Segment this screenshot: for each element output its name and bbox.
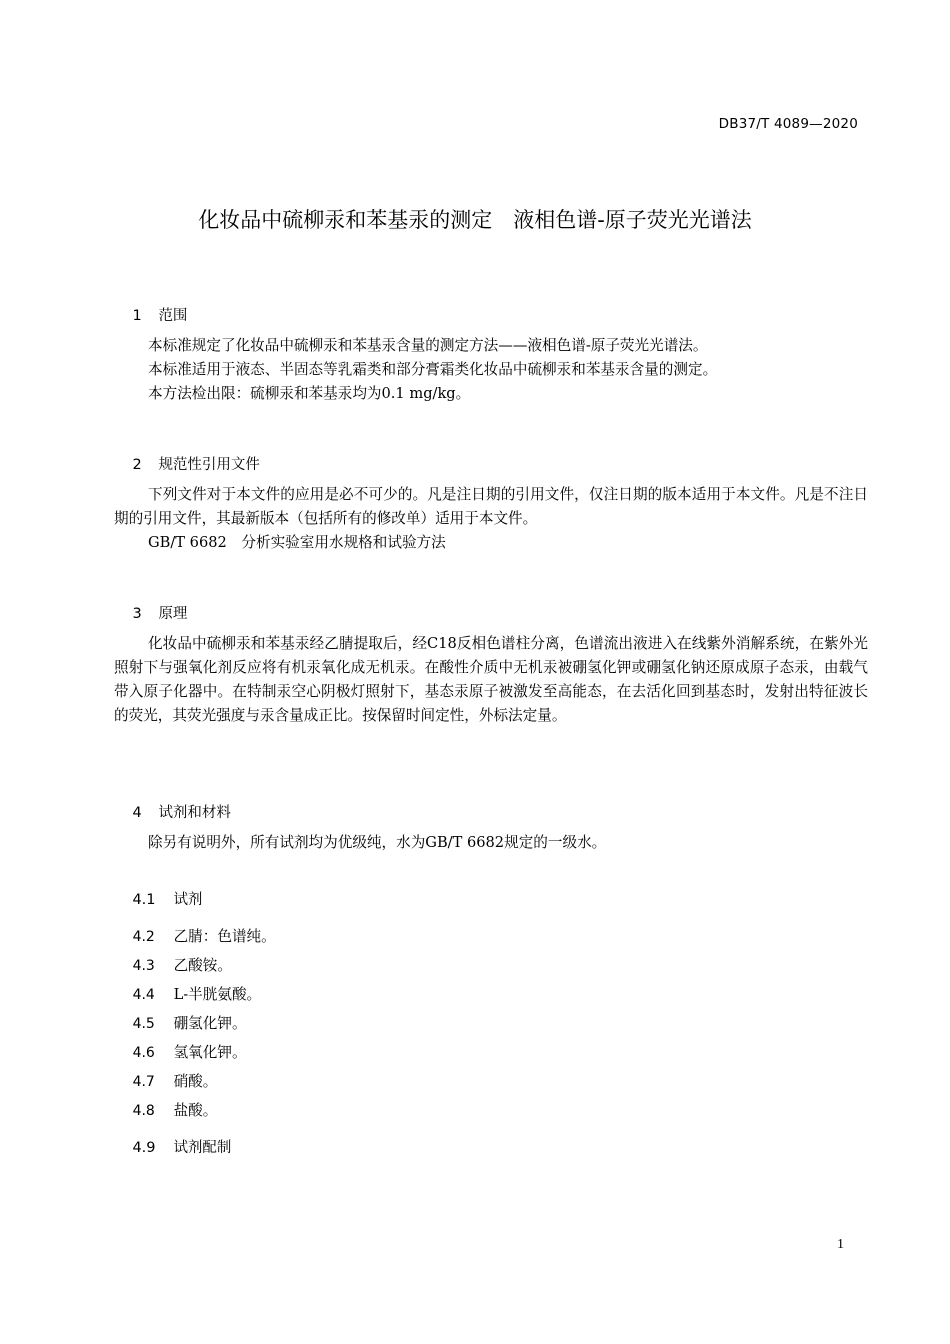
item-number: 4.4 [132, 987, 155, 1003]
item-number: 4.5 [132, 1016, 155, 1032]
paragraph: 本标准规定了化妆品中硫柳汞和苯基汞含量的测定方法——液相色谱-原子荧光光谱法。 [148, 337, 708, 354]
item-text: 氢氧化钾。 [173, 1044, 247, 1061]
subsection-number: 4.9 [132, 1140, 156, 1156]
section-title: 试剂和材料 [158, 805, 231, 821]
document-title: 化妆品中硫柳汞和苯基汞的测定 液相色谱-原子荧光光谱法 [198, 208, 752, 232]
item-text: 乙腈：色谱纯。 [173, 928, 276, 945]
paragraph: 化妆品中硫柳汞和苯基汞经乙腈提取后，经C18反相色谱柱分离，色谱流出液进入在线紫外消解系统，在紫外光照射下与强氧化剂反应将有机汞氧化成无机汞。在酸性介质中无机汞被硼氢化钾或硼氢化钠还原成原子态汞，由载气带入原子化器中。在特制汞空心阴极灯照射下，基态汞原子被激发至高能态，在去活化回到基态时，发射出特征波长的荧光，其荧光强度与汞含量成正比。按保留时间定性，外标法定量。 [114, 635, 868, 724]
item-number: 4.7 [132, 1074, 155, 1090]
paragraph: 除另有说明外，所有试剂均为优级纯，水为GB/T 6682规定的一级水。 [148, 834, 607, 851]
page-number: 1 [837, 1237, 844, 1252]
reference-entry: GB/T 6682 分析实验室用水规格和试验方法 [148, 534, 446, 551]
section-4-body [114, 831, 868, 855]
item-number: 4.8 [132, 1103, 155, 1119]
subsection-number: 4.1 [132, 892, 156, 908]
section-number: 4 [132, 805, 142, 821]
section-number: 2 [132, 457, 142, 473]
subsection-title: 试剂 [173, 892, 203, 908]
subsection-title: 试剂配制 [173, 1140, 232, 1156]
item-text: 乙酸铵。 [173, 957, 232, 974]
section-number: 1 [132, 308, 142, 324]
section-1-body [114, 334, 868, 406]
paragraph: 下列文件对于本文件的应用是必不可少的。凡是注日期的引用文件，仅注日期的版本适用于本文件。凡是不注日期的引用文件，其最新版本（包括所有的修改单）适用于本文件。 [114, 486, 868, 527]
section-title: 规范性引用文件 [158, 457, 260, 473]
item-number: 4.3 [132, 958, 155, 974]
section-2-body [114, 483, 868, 555]
item-text: 硼氢化钾。 [173, 1015, 247, 1032]
item-text: L-半胱氨酸。 [173, 986, 262, 1003]
section-number: 3 [132, 606, 142, 622]
section-3-body [114, 632, 868, 728]
item-text: 硝酸。 [173, 1073, 218, 1090]
subsection-4-9-heading [114, 1120, 231, 1173]
item-number: 4.2 [132, 929, 155, 945]
document-id: DB37/T 4089—2020 [718, 116, 858, 132]
paragraph: 本方法检出限：硫柳汞和苯基汞均为0.1 mg/kg。 [148, 385, 471, 402]
section-title: 原理 [158, 606, 188, 622]
item-text: 盐酸。 [173, 1102, 218, 1119]
paragraph: 本标准适用于液态、半固态等乳霜类和部分膏霜类化妆品中硫柳汞和苯基汞含量的测定。 [148, 361, 718, 378]
section-title: 范围 [158, 308, 188, 324]
item-number: 4.6 [132, 1045, 155, 1061]
